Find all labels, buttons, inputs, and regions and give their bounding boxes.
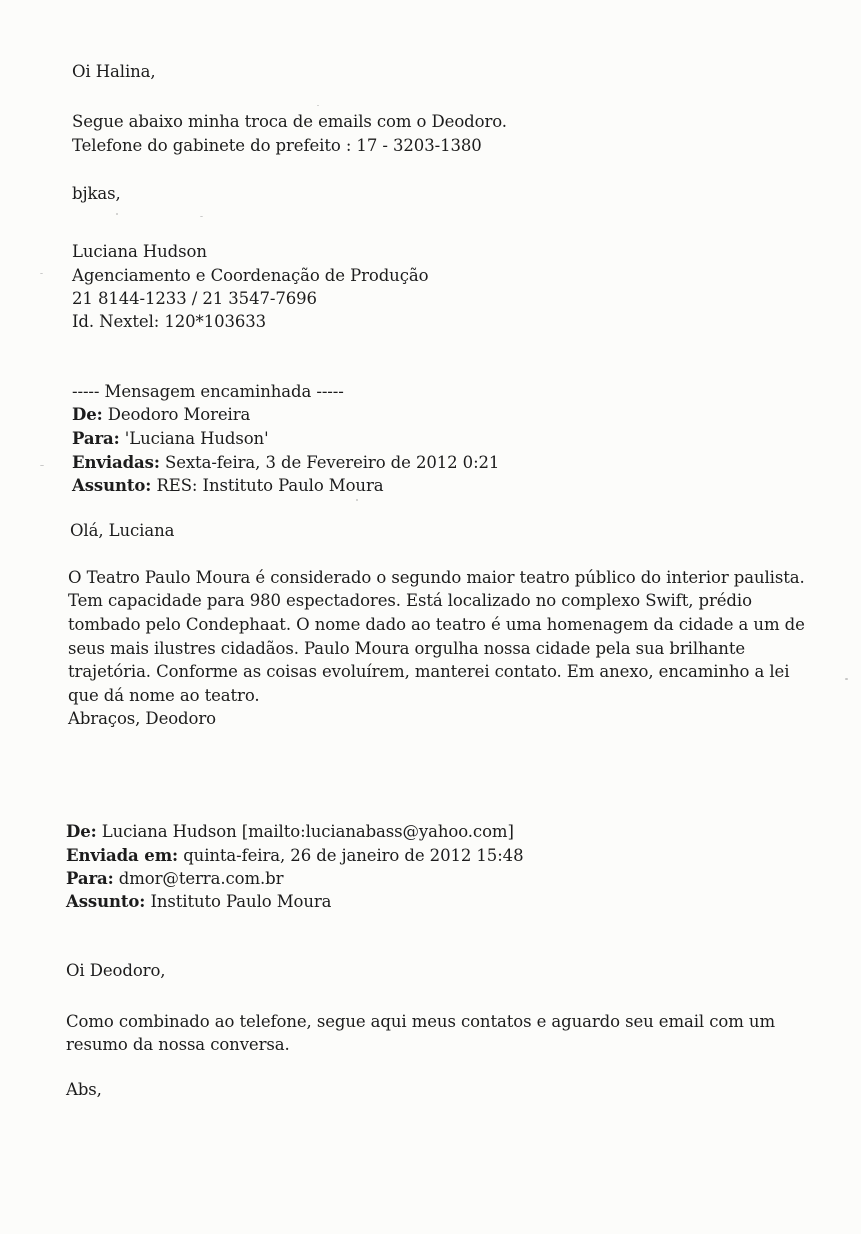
msg1-sent-row bbox=[72, 452, 499, 474]
msg2-to-value: dmor@terra.com.br bbox=[118, 869, 284, 888]
intro-greeting: Oi Halina, bbox=[72, 62, 156, 81]
msg2-from-row bbox=[66, 821, 514, 843]
intro-line: Segue abaixo minha troca de emails com o Deodoro. bbox=[72, 112, 507, 131]
msg2-greeting: Oi Deodoro, bbox=[66, 961, 166, 980]
msg1-subject-row bbox=[72, 475, 383, 497]
signature-nextel: Id. Nextel: 120*103633 bbox=[72, 312, 267, 331]
msg1-to-row bbox=[72, 428, 269, 450]
signature-phones: 21 8144-1233 / 21 3547-7696 bbox=[72, 289, 317, 308]
msg1-body-line: que dá nome ao teatro. bbox=[68, 686, 260, 705]
msg1-from-value: Deodoro Moreira bbox=[107, 405, 251, 424]
msg1-body-line: Tem capacidade para 980 espectadores. Está localizado no complexo Swift, prédio bbox=[68, 591, 752, 610]
msg1-sent-value: Sexta-feira, 3 de Fevereiro de 2012 0:21 bbox=[164, 453, 500, 472]
msg2-body-line: Como combinado ao telefone, segue aqui meus contatos e aguardo seu email com um bbox=[66, 1012, 775, 1031]
msg2-sent-row bbox=[66, 845, 523, 867]
msg1-sent-label: Enviadas: bbox=[72, 453, 160, 472]
scan-speck bbox=[317, 105, 319, 106]
msg2-sent-label: Enviada em: bbox=[66, 846, 179, 865]
msg1-to-value: 'Luciana Hudson' bbox=[124, 429, 269, 448]
intro-closing: bjkas, bbox=[72, 184, 121, 203]
signature-role: Agenciamento e Coordenação de Produção bbox=[72, 266, 429, 285]
msg2-body-line: resumo da nossa conversa. bbox=[66, 1035, 290, 1054]
msg2-from-value: Luciana Hudson [mailto:lucianabass@yahoo.com] bbox=[101, 822, 514, 841]
msg1-to-label: Para: bbox=[72, 429, 120, 448]
msg1-body-line: trajetória. Conforme as coisas evoluírem, manterei contato. Em anexo, encaminho a lei bbox=[68, 662, 790, 681]
signature-name: Luciana Hudson bbox=[72, 242, 207, 261]
msg1-from-label: De: bbox=[72, 405, 103, 424]
msg1-greeting: Olá, Luciana bbox=[70, 521, 175, 540]
scan-speck bbox=[116, 213, 118, 215]
msg1-from-row bbox=[72, 404, 250, 426]
scan-speck bbox=[40, 273, 43, 274]
msg1-body-line: O Teatro Paulo Moura é considerado o segundo maior teatro público do interior paulista. bbox=[68, 568, 805, 587]
scan-speck bbox=[200, 216, 203, 217]
intro-line: Telefone do gabinete do prefeito : 17 - 3203-1380 bbox=[72, 136, 482, 155]
msg1-subject-value: RES: Instituto Paulo Moura bbox=[156, 476, 384, 495]
msg2-subject-row bbox=[66, 891, 331, 913]
msg2-subject-label: Assunto: bbox=[66, 892, 146, 911]
msg1-subject-label: Assunto: bbox=[72, 476, 152, 495]
msg2-subject-value: Instituto Paulo Moura bbox=[150, 892, 332, 911]
scan-speck bbox=[40, 465, 44, 466]
msg2-sent-value: quinta-feira, 26 de janeiro de 2012 15:48 bbox=[183, 846, 524, 865]
scan-speck bbox=[845, 678, 848, 680]
scan-speck bbox=[356, 499, 358, 501]
msg1-body-line: seus mais ilustres cidadãos. Paulo Moura orgulha nossa cidade pela sua brilhante bbox=[68, 639, 746, 658]
msg2-signoff: Abs, bbox=[66, 1080, 102, 1099]
msg2-to-row bbox=[66, 868, 283, 890]
msg2-from-label: De: bbox=[66, 822, 97, 841]
msg1-signoff: Abraços, Deodoro bbox=[68, 709, 216, 728]
forward-marker: ----- Mensagem encaminhada ----- bbox=[72, 382, 344, 401]
msg1-body-line: tombado pelo Condephaat. O nome dado ao teatro é uma homenagem da cidade a um de bbox=[68, 615, 805, 634]
msg2-to-label: Para: bbox=[66, 869, 114, 888]
